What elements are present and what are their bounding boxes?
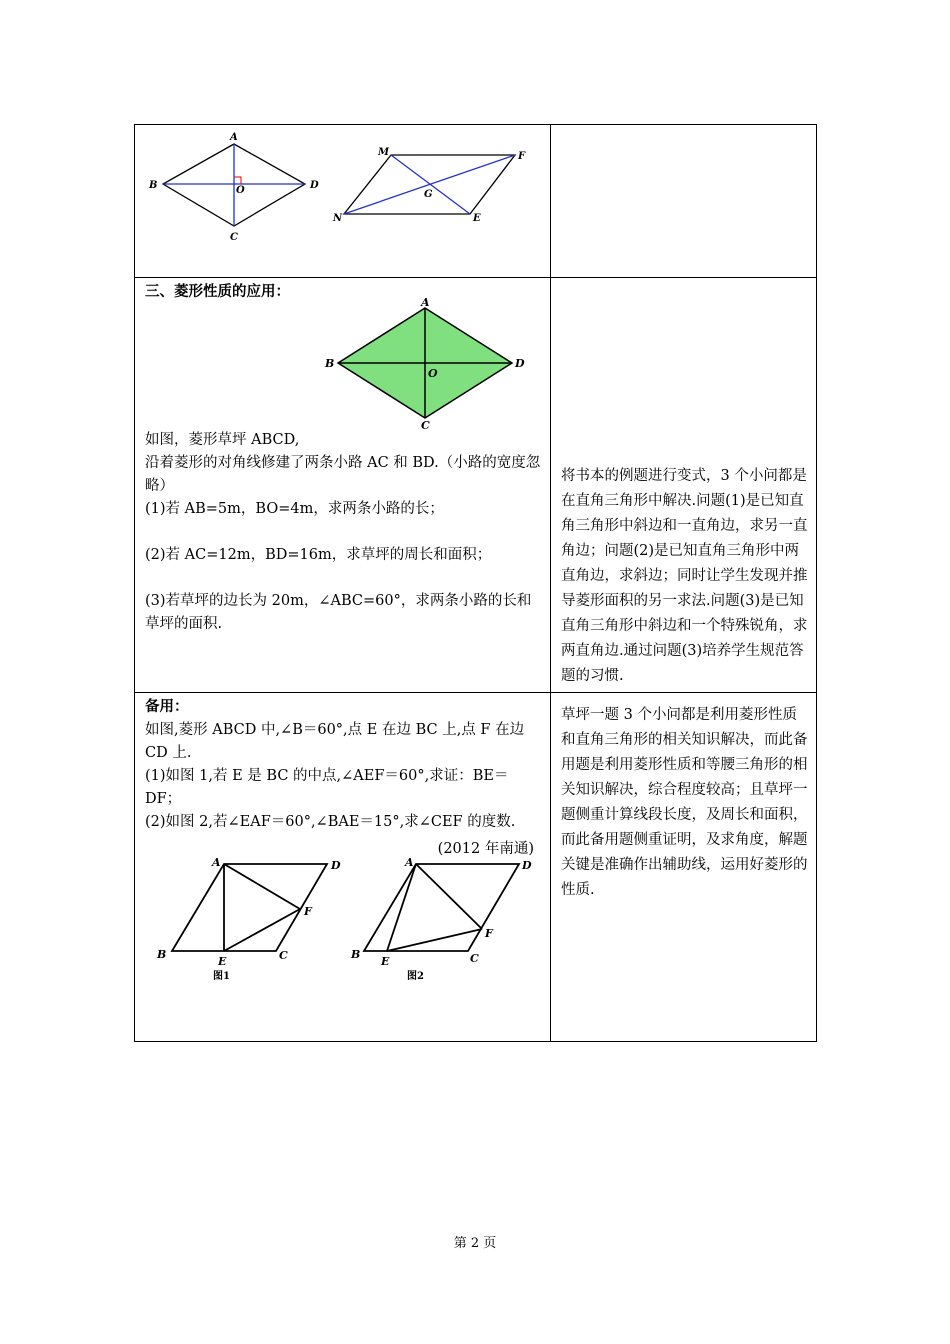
lawn-rhombus-figure bbox=[145, 296, 545, 432]
label-a: A bbox=[230, 132, 238, 143]
rhombus-abcd-figure bbox=[148, 132, 319, 243]
spare-note: 草坪一题 3 个小问都是利用菱形性质和直角三角形的相关知识解决，而此备用题是利用菱形性质和等腰三角形的相关知识解决，综合程度较高；且草坪一题侧重计算线段长度，及周长和面积，而此备用题侧重证明，及求角度，解题关键是准确作出辅助线，运用好菱形的性质. bbox=[561, 707, 808, 898]
label-f: F bbox=[485, 927, 493, 940]
spare-cell bbox=[135, 693, 551, 1042]
spare-question-2: (2)如图 2,若∠EAF＝60°,∠BAE＝15°,求∠CEF 的度数. bbox=[145, 814, 516, 830]
table-row-spare bbox=[135, 693, 817, 1042]
rhombus-and-parallelogram-figures bbox=[135, 125, 550, 273]
application-note-cell bbox=[551, 278, 817, 693]
spare-question-1: (1)如图 1,若 E 是 BC 的中点,∠AEF＝60°,求证：BE＝DF； bbox=[145, 768, 509, 807]
label-d: D bbox=[310, 180, 319, 191]
label-d: D bbox=[515, 357, 525, 370]
label-f: F bbox=[518, 151, 526, 162]
label-c: C bbox=[470, 952, 479, 965]
table-row-figures bbox=[135, 125, 817, 278]
application-note: 将书本的例题进行变式，3 个小问都是在直角三角形中解决.问题(1)是已知直角三角形中斜边和一直角边，求另一直角边；问题(2)是已知直角三角形中两直角边，求斜边；同时让学生发现并推导菱形面积的另一求法.问题(3)是已知直角三角形中斜边和一个特殊锐角，求两直角边.通过问题(3)培养学生规范答题的习惯. bbox=[561, 468, 808, 684]
label-b: B bbox=[157, 948, 167, 961]
label-c: C bbox=[230, 232, 238, 243]
label-m: M bbox=[378, 147, 390, 158]
label-d: D bbox=[522, 859, 532, 872]
label-c: C bbox=[421, 419, 430, 432]
section-heading: 三、菱形性质的应用： bbox=[145, 284, 290, 300]
label-b: B bbox=[149, 180, 158, 191]
spare-figures bbox=[145, 856, 545, 1001]
spare-note-cell bbox=[551, 693, 817, 1042]
spare-heading: 备用： bbox=[145, 699, 189, 715]
label-e: E bbox=[218, 955, 227, 968]
label-b: B bbox=[325, 357, 335, 370]
label-a: A bbox=[212, 856, 221, 869]
label-n: N bbox=[333, 213, 343, 224]
question-3: (3)若草坪的边长为 20m，∠ABC=60°，求两条小路的长和草坪的面积. bbox=[145, 593, 532, 632]
label-c: C bbox=[279, 949, 288, 962]
lesson-table bbox=[134, 124, 817, 1042]
label-f: F bbox=[304, 905, 312, 918]
problem-line-2: 沿着菱形的对角线修建了两条小路 AC 和 BD.（小路的宽度忽略） bbox=[145, 455, 541, 494]
label-b: B bbox=[351, 948, 361, 961]
label-g: G bbox=[424, 189, 433, 200]
figure-1-caption: 图1 bbox=[213, 971, 230, 982]
problem-line-1: 如图，菱形草坪 ABCD, bbox=[145, 432, 300, 448]
spare-figure-1 bbox=[156, 856, 341, 982]
label-o: O bbox=[236, 185, 245, 196]
spare-figure-2 bbox=[350, 856, 532, 982]
spare-problem-text: 如图,菱形 ABCD 中,∠B＝60°,点 E 在边 BC 上,点 F 在边 CD 上. bbox=[145, 722, 525, 761]
label-e: E bbox=[381, 955, 390, 968]
label-d: D bbox=[331, 859, 341, 872]
label-a: A bbox=[421, 296, 430, 309]
label-a: A bbox=[405, 856, 414, 869]
page-number: 第 2 页 bbox=[453, 1236, 497, 1251]
question-1: (1)若 AB=5m，BO=4m，求两条小路的长； bbox=[145, 501, 444, 517]
figures-note-cell bbox=[551, 125, 817, 278]
label-o: O bbox=[428, 367, 438, 380]
question-2: (2)若 AC=12m，BD=16m，求草坪的周长和面积； bbox=[145, 547, 492, 563]
figures-cell bbox=[135, 125, 551, 278]
label-e: E bbox=[473, 213, 481, 224]
figure-2-caption: 图2 bbox=[407, 971, 424, 982]
problem-source: (2012 年南通) bbox=[437, 841, 534, 857]
table-row-application bbox=[135, 278, 817, 693]
parallelogram-mfen-figure bbox=[332, 147, 526, 224]
application-cell bbox=[135, 278, 551, 693]
